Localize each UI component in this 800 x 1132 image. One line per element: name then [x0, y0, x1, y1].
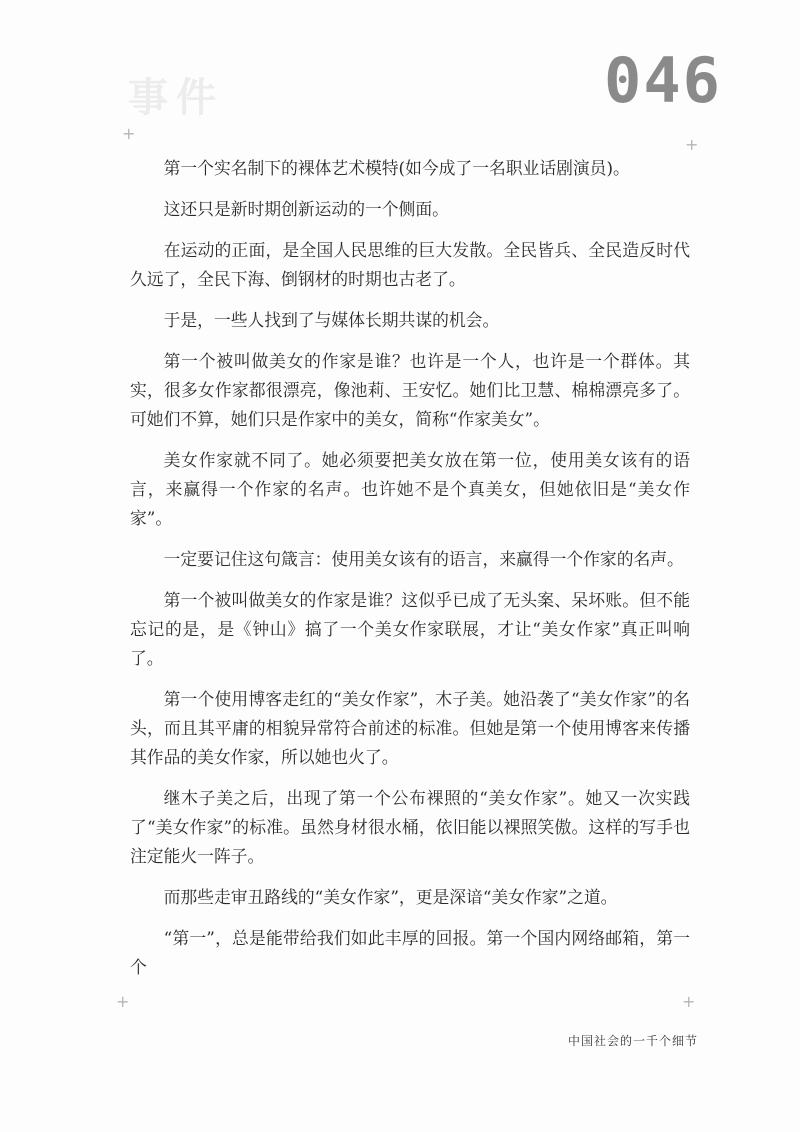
- paragraph: 第一个使用博客走红的“美女作家”，木子美。她沿袭了“美女作家”的名头，而且其平庸的相貌异常符合前述的标准。但她是第一个使用博客来传播其作品的美女作家，所以她也火了。: [130, 689, 690, 767]
- paragraph: 第一个被叫做美女的作家是谁？也许是一个人，也许是一个群体。其实，很多女作家都很漂亮，像池莉、王安忆。她们比卫慧、棉棉漂亮多了。可她们不算，她们只是作家中的美女，简称“作家美女”。: [130, 351, 690, 429]
- crop-mark-top-right-icon: +: [685, 135, 699, 154]
- paragraph: 而那些走审丑路线的“美女作家”，更是深谙“美女作家”之道。: [163, 887, 618, 907]
- body-text: [130, 154, 690, 994]
- faded-chapter-title: 事件: [128, 75, 224, 121]
- paragraph: 美女作家就不同了。她必须要把美女放在第一位，使用美女该有的语言，来赢得一个作家的名声。也许她不是个真美女，但她依旧是“美女作家”。: [130, 450, 690, 528]
- paragraph: 第一个实名制下的裸体艺术模特(如今成了一名职业话剧演员)。: [163, 158, 630, 178]
- crop-mark-bottom-left-icon: +: [116, 992, 130, 1011]
- paragraph: 在运动的正面，是全国人民思维的巨大发散。全民皆兵、全民造反时代久远了，全民下海、倒钢材的时期也古老了。: [130, 240, 690, 289]
- paragraph: 继木子美之后，出现了第一个公布裸照的“美女作家”。她又一次实践了“美女作家”的标准。虽然身材很水桶，依旧能以裸照笑傲。这样的写手也注定能火一阵子。: [130, 788, 690, 866]
- crop-mark-top-left-icon: +: [122, 124, 136, 143]
- paragraph: 这还只是新时期创新运动的一个侧面。: [163, 199, 449, 219]
- paragraph: 一定要记住这句箴言：使用美女该有的语言，来赢得一个作家的名声。: [163, 549, 684, 569]
- paragraph: “第一”，总是能带给我们如此丰厚的回报。第一个国内网络邮箱，第一个: [130, 928, 690, 977]
- paragraph: 于是，一些人找到了与媒体长期共谋的机会。: [163, 310, 500, 330]
- page-number: 046: [604, 44, 722, 117]
- crop-mark-bottom-right-icon: +: [682, 992, 696, 1011]
- footer-book-title: 中国社会的一千个细节: [568, 1034, 699, 1048]
- paragraph: 第一个被叫做美女的作家是谁？这似乎已成了无头案、呆坏账。但不能忘记的是，是《钟山》搞了一个美女作家联展，才让“美女作家”真正叫响了。: [130, 590, 690, 668]
